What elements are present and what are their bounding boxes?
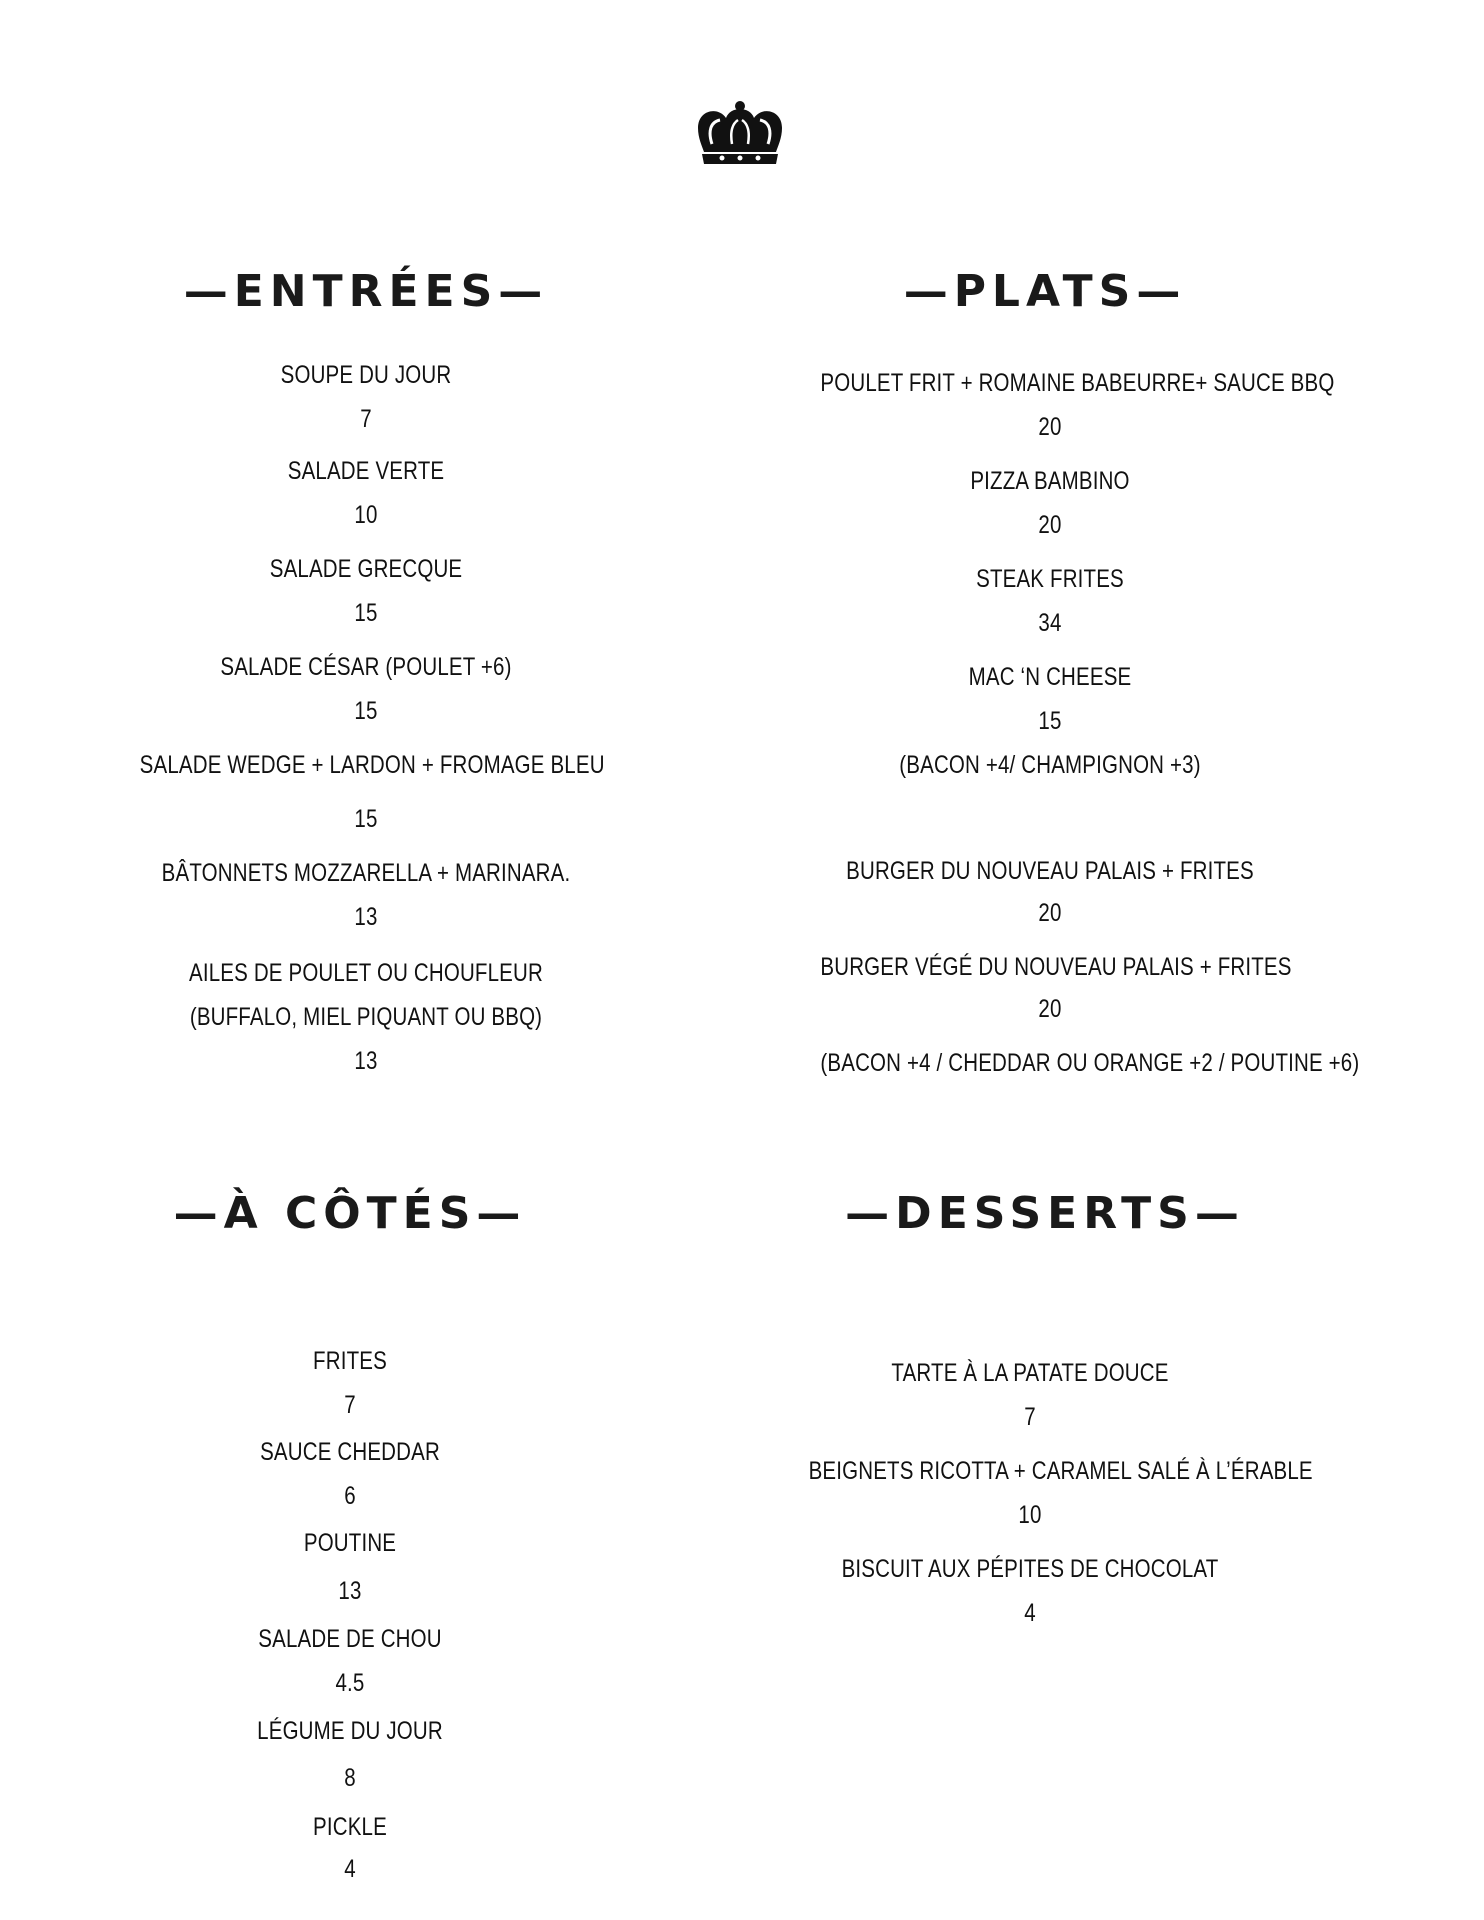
plat-extras-note: (BACON +4 / CHEDDAR OU ORANGE +2 / POUTINE +6) bbox=[820, 1049, 1360, 1077]
cote-name: PICKLE bbox=[313, 1813, 387, 1841]
cote-price: 8 bbox=[344, 1764, 356, 1792]
entree-price: 15 bbox=[354, 697, 378, 725]
entree-price: 13 bbox=[354, 1047, 378, 1075]
plat-note: (BACON +4/ CHAMPIGNON +3) bbox=[899, 751, 1201, 779]
cote-price: 4 bbox=[344, 1855, 356, 1883]
dessert-name: BISCUIT AUX PÉPITES DE CHOCOLAT bbox=[841, 1555, 1219, 1583]
entree-name: SALADE WEDGE + LARDON + FROMAGE BLEU bbox=[139, 751, 605, 779]
plats-heading: —PLATS— bbox=[903, 266, 1187, 317]
plat-name: MAC ‘N CHEESE bbox=[968, 663, 1132, 691]
dessert-price: 7 bbox=[1024, 1403, 1036, 1431]
dessert-name: TARTE À LA PATATE DOUCE bbox=[891, 1359, 1169, 1387]
cote-price: 4.5 bbox=[335, 1669, 365, 1697]
plat-name: PIZZA BAMBINO bbox=[970, 467, 1130, 495]
entree-name: SOUPE DU JOUR bbox=[280, 361, 452, 389]
cote-price: 13 bbox=[338, 1577, 362, 1605]
plat-price: 34 bbox=[1038, 609, 1062, 637]
entree-name: SALADE GRECQUE bbox=[269, 555, 463, 583]
entree-name: SALADE CÉSAR (POULET +6) bbox=[220, 653, 512, 681]
cote-name: FRITES bbox=[313, 1347, 387, 1375]
cote-price: 7 bbox=[344, 1391, 356, 1419]
cote-name: POUTINE bbox=[303, 1529, 397, 1557]
entree-name: BÂTONNETS MOZZARELLA + MARINARA. bbox=[161, 859, 571, 887]
plat-price: 20 bbox=[1038, 511, 1062, 539]
plat-name: BURGER VÉGÉ DU NOUVEAU PALAIS + FRITES bbox=[820, 953, 1292, 981]
dessert-price: 4 bbox=[1024, 1599, 1036, 1627]
entrees-heading: —ENTRÉES— bbox=[183, 266, 549, 317]
entree-price: 15 bbox=[354, 599, 378, 627]
plat-name: BURGER DU NOUVEAU PALAIS + FRITES bbox=[846, 857, 1254, 885]
desserts-heading: —DESSERTS— bbox=[845, 1188, 1245, 1239]
dessert-name: BEIGNETS RICOTTA + CARAMEL SALÉ À L’ÉRABLE bbox=[808, 1457, 1313, 1485]
plat-price: 20 bbox=[1038, 413, 1062, 441]
entree-price: 13 bbox=[354, 903, 378, 931]
dessert-price: 10 bbox=[1018, 1501, 1042, 1529]
cote-name: SAUCE CHEDDAR bbox=[260, 1438, 440, 1466]
entree-price: 15 bbox=[354, 805, 378, 833]
plat-price: 15 bbox=[1038, 707, 1062, 735]
cote-name: SALADE DE CHOU bbox=[258, 1625, 442, 1653]
plat-name: STEAK FRITES bbox=[976, 565, 1124, 593]
entree-note: (BUFFALO, MIEL PIQUANT OU BBQ) bbox=[189, 1003, 543, 1031]
crown-icon bbox=[692, 98, 788, 168]
entree-name: AILES DE POULET OU CHOUFLEUR bbox=[189, 959, 543, 987]
cote-price: 6 bbox=[344, 1482, 356, 1510]
entree-price: 7 bbox=[360, 405, 372, 433]
plat-price: 20 bbox=[1038, 995, 1062, 1023]
cote-name: LÉGUME DU JOUR bbox=[257, 1717, 443, 1745]
cotes-heading: —À CÔTÉS— bbox=[173, 1188, 527, 1239]
plat-price: 20 bbox=[1038, 899, 1062, 927]
entree-price: 10 bbox=[354, 501, 378, 529]
entree-name: SALADE VERTE bbox=[287, 457, 445, 485]
plat-name: POULET FRIT + ROMAINE BABEURRE+ SAUCE BBQ bbox=[820, 369, 1335, 397]
